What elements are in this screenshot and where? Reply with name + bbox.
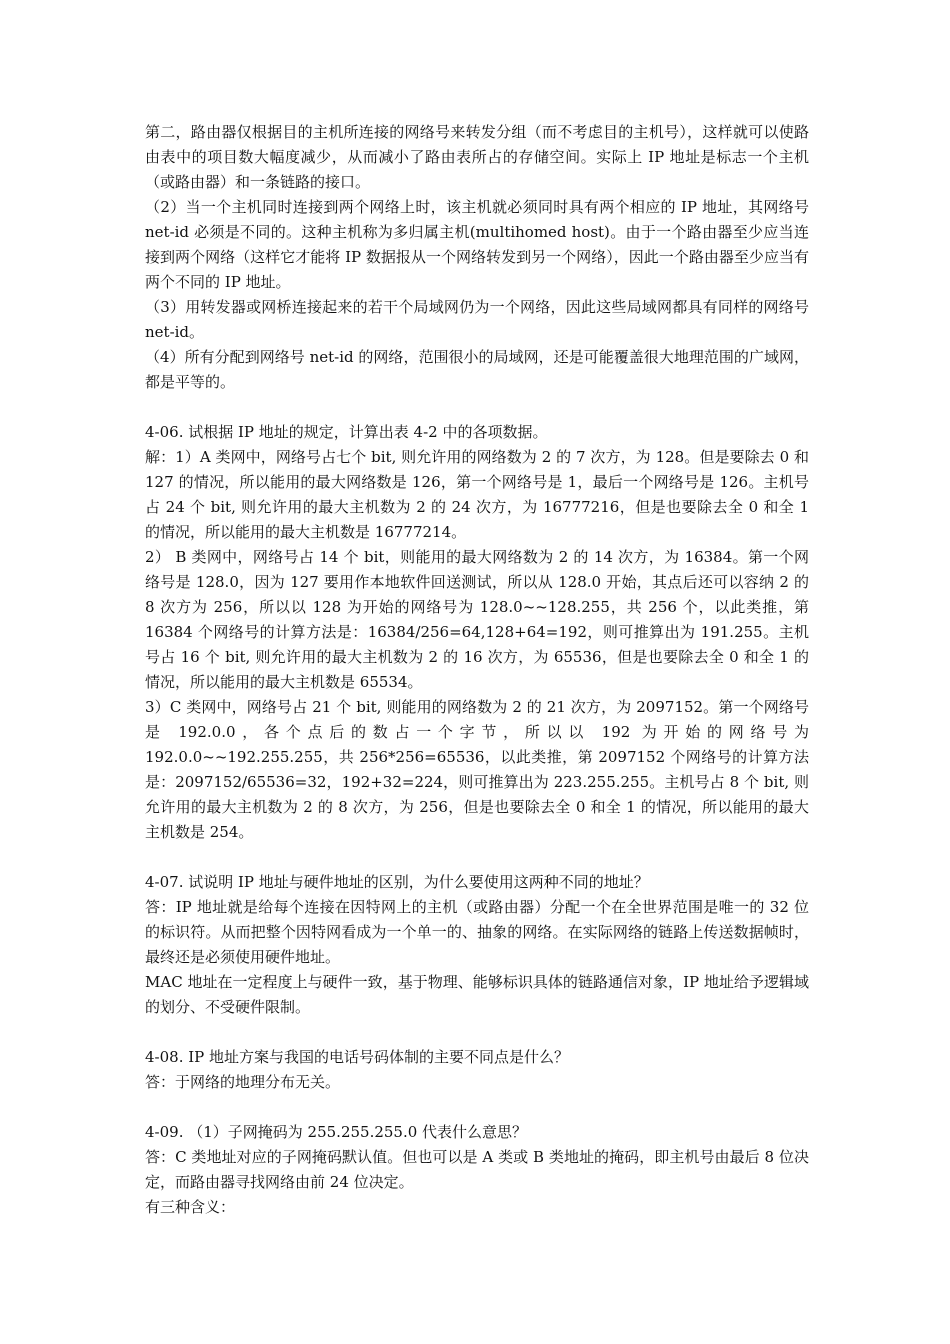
answer-4-06-class-a: 解：1）A 类网中，网络号占七个 bit, 则允许用的网络数为 2 的 7 次方，为 128。但是要除去 0 和 127 的情况，所以能用的最大网络数是 126，第一个网络号是 1，最后一个网络号是 126。主机号占 24 个 bit, 则允许用的最大主机数为 2 的 24 次方，为 16777216，但是也要除去全 0 和全 1 的情况，所以能用的最大主机数是 16777214。 [145,448,809,541]
question-4-07: 4-07. 试说明 IP 地址与硬件地址的区别，为什么要使用这两种不同的地址？ [145,873,649,891]
spacer [145,1095,809,1120]
spacer [145,845,809,870]
spacer [145,1020,809,1045]
answer-4-06-class-c: 3）C 类网中，网络号占 21 个 bit, 则能用的网络数为 2 的 21 次方，为 2097152。第一个网络号是 192.0.0，各个点后的数占一个字节，所以以 192 为开始的网络号为 192.0.0~~192.255.255，共 256*256=65536，以此类推，第 2097152 个网络号的计算方法是：2097152/65536=32，192+32=224，则可推算出为 223.255.255。主机号占 8 个 bit, 则允许用的最大主机数为 2 的 8 次方，为 256，但是也要除去全 0 和全 1 的情况，所以能用的最大主机数是 254。 [145,698,809,841]
paragraph-equal-networks: （4）所有分配到网络号 net-id 的网络，范围很小的局域网，还是可能覆盖很大地理范围的广域网，都是平等的。 [145,348,809,391]
answer-4-06-class-b: 2） B 类网中，网络号占 14 个 bit，则能用的最大网络数为 2 的 14 次方，为 16384。第一个网络号是 128.0，因为 127 要用作本地软件回送测试，所以从 128.0 开始，其点后还可以容纳 2 的 8 次方为 256，所以以 128 为开始的网络号为 128.0~~128.255，共 256 个，以此类推，第 16384 个网络号的计算方法是：16384/256=64,128+64=192，则可推算出为 191.255。主机号占 16 个 bit, 则允许用的最大主机数为 2 的 16 次方，为 65536，但是也要除去全 0 和全 1 的情况，所以能用的最大主机数是 65534。 [145,548,809,691]
paragraph-routing-table: 第二，路由器仅根据目的主机所连接的网络号来转发分组（而不考虑目的主机号），这样就可以使路由表中的项目数大幅度减少，从而减小了路由表所占的存储空间。实际上 IP 地址是标志一个主机（或路由器）和一条链路的接口。 [145,123,809,191]
question-4-06: 4-06. 试根据 IP 地址的规定，计算出表 4-2 中的各项数据。 [145,423,548,441]
paragraph-multihomed-host: （2）当一个主机同时连接到两个网络上时，该主机就必须同时具有两个相应的 IP 地址，其网络号 net-id 必须是不同的。这种主机称为多归属主机(multihomed host)。由于一个路由器至少应当连接到两个网络（这样它才能将 IP 数据报从一个网络转发到另一个网络），因此一个路由器至少应当有两个不同的 IP 地址。 [145,198,809,291]
answer-4-09: 答：C 类地址对应的子网掩码默认值。但也可以是 A 类或 B 类地址的掩码，即主机号由最后 8 位决定，而路由器寻找网络由前 24 位决定。 [145,1148,809,1191]
paragraph-bridge-lan: （3）用转发器或网桥连接起来的若干个局域网仍为一个网络，因此这些局域网都具有同样的网络号 net-id。 [145,298,809,341]
spacer [145,395,809,420]
question-4-09: 4-09. （1）子网掩码为 255.255.255.0 代表什么意思？ [145,1123,528,1141]
question-4-08: 4-08. IP 地址方案与我国的电话号码体制的主要不同点是什么？ [145,1048,570,1066]
answer-4-08: 答：于网络的地理分布无关。 [145,1073,341,1091]
document-page [145,120,809,1220]
answer-4-09-meanings: 有三种含义： [145,1198,236,1216]
answer-4-07-mac: MAC 地址在一定程度上与硬件一致，基于物理、能够标识具体的链路通信对象，IP 地址给予逻辑域的划分、不受硬件限制。 [145,973,809,1016]
answer-4-07: 答：IP 地址就是给每个连接在因特网上的主机（或路由器）分配一个在全世界范围是唯一的 32 位的标识符。从而把整个因特网看成为一个单一的、抽象的网络。在实际网络的链路上传送数据帧时，最终还是必须使用硬件地址。 [145,898,809,966]
